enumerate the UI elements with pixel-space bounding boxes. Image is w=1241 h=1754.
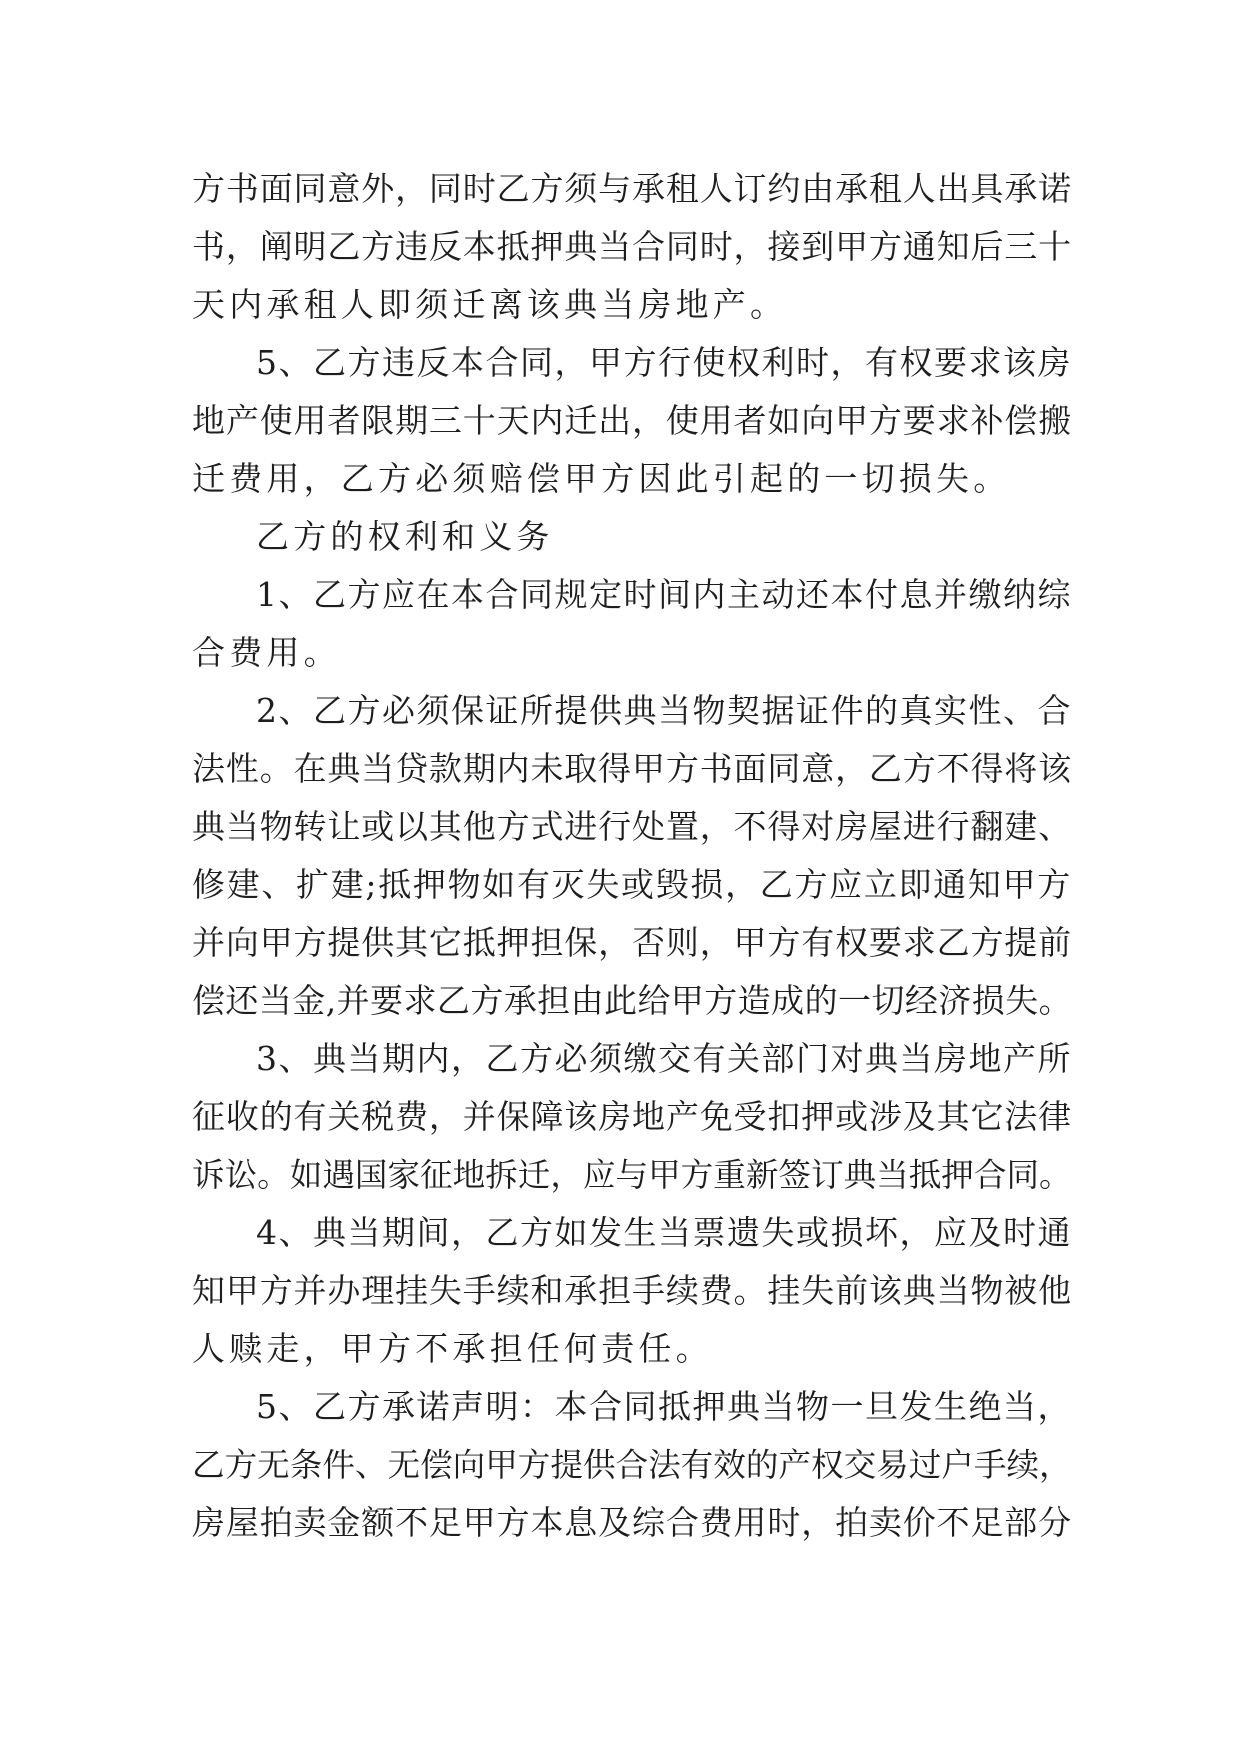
text-line: 迁费用，乙方必须赔偿甲方因此引起的一切损失。 [192,459,1011,498]
text-line: 法性。在典当贷款期内未取得甲方书面同意，乙方不得将该 [192,749,1072,788]
text-line: 乙方无条件、无偿向甲方提供合法有效的产权交易过户手续， [192,1446,1072,1484]
text-line: 合费用。 [192,633,341,672]
text-line: 天内承租人即须迁离该典当房地产。 [192,285,788,324]
clause-line-5-first: 5、乙方违反本合同，甲方行使权利时，有权要求该房 [256,343,1072,382]
contract-text-body [192,160,1072,1552]
text-line: 人赎走，甲方不承担任何责任。 [192,1329,713,1368]
text-line: 典当物转让或以其他方式进行处置，不得对房屋进行翻建、 [192,807,1072,846]
text-line: 诉讼。如遇国家征地拆迁，应与甲方重新签订典当抵押合同。 [192,1156,1072,1194]
text-line: 修建、扩建;抵押物如有灭失或毁损，乙方应立即通知甲方 [192,865,1072,904]
text-line: 并向甲方提供其它抵押担保，否则，甲方有权要求乙方提前 [192,923,1072,962]
text-line: 书，阐明乙方违反本抵押典当合同时，接到甲方通知后三十 [192,227,1072,266]
clause-line-2-first: 2、乙方必须保证所提供典当物契据证件的真实性、合 [256,691,1072,730]
clause-line-5b-first: 5、乙方承诺声明：本合同抵押典当物一旦发生绝当， [256,1387,1072,1426]
clause-line-1-first: 1、乙方应在本合同规定时间内主动还本付息并缴纳综 [256,575,1072,614]
text-line: 房屋拍卖金额不足甲方本息及综合费用时，拍卖价不足部分 [192,1503,1072,1542]
clause-line-3-first: 3、典当期内，乙方必须缴交有关部门对典当房地产所 [256,1039,1072,1078]
section-heading: 乙方的权利和义务 [256,517,554,556]
text-line: 方书面同意外，同时乙方须与承租人订约由承租人出具承诺 [192,169,1072,208]
clause-line-4-first: 4、典当期间，乙方如发生当票遗失或损坏，应及时通 [256,1213,1072,1252]
text-line: 偿还当金,并要求乙方承担由此给甲方造成的一切经济损失。 [192,981,1072,1020]
text-line: 知甲方并办理挂失手续和承担手续费。挂失前该典当物被他 [192,1271,1072,1310]
text-line: 地产使用者限期三十天内迁出，使用者如向甲方要求补偿搬 [192,401,1072,440]
text-line: 征收的有关税费，并保障该房地产免受扣押或涉及其它法律 [192,1097,1072,1136]
